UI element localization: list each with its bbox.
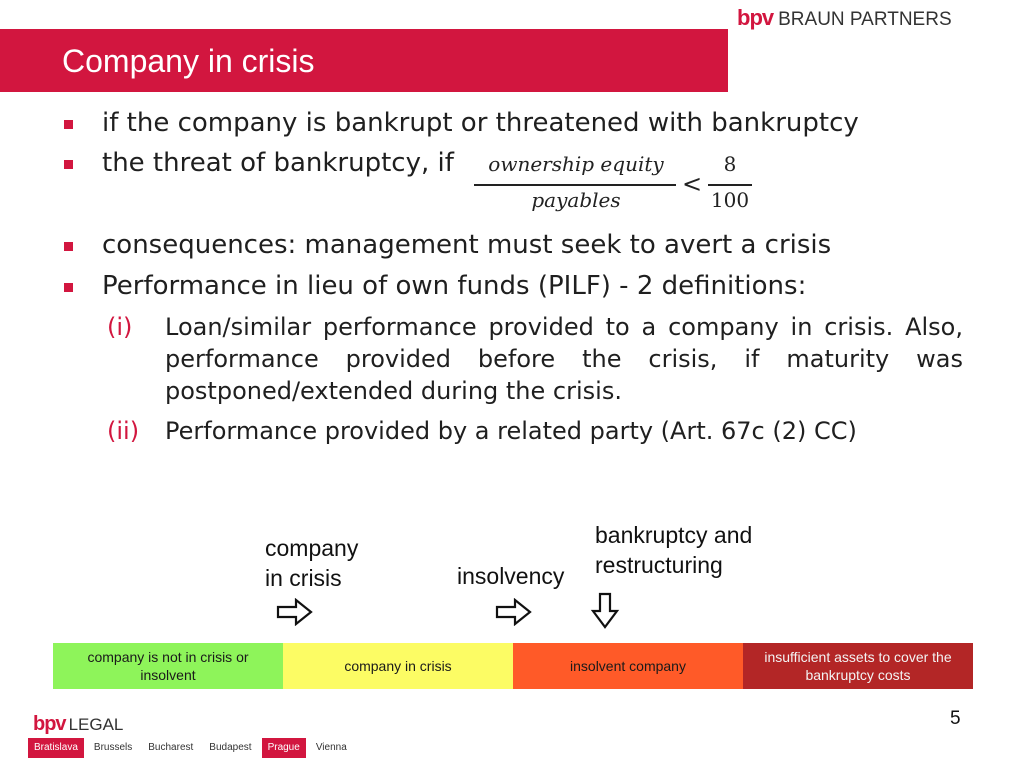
city-link-budapest[interactable]: Budapest	[209, 742, 252, 753]
city-link-brussels[interactable]: Brussels	[93, 742, 133, 753]
label-line: bankruptcy and	[595, 522, 753, 548]
arrow-right-icon	[276, 598, 314, 626]
arrow-down-icon	[590, 592, 620, 630]
formula-operator: <	[682, 170, 703, 198]
definition-text: Performance provided by a related party (Art. 67c (2) CC)	[165, 417, 857, 445]
definition-text: Loan/similar performance provided to a company in crisis. Also, performance provided before the crisis, if maturity was postponed/extended during the crisis.	[165, 313, 963, 405]
arrow-right-icon	[495, 598, 533, 626]
page-number: 5	[950, 708, 961, 729]
page-title: Company in crisis	[62, 43, 315, 79]
formula-numerator: ownership equity	[488, 152, 664, 176]
formula-rhs-numerator: 8	[723, 152, 737, 176]
timeline-segment	[53, 643, 283, 689]
bullet-text: the threat of bankruptcy, if	[102, 148, 454, 178]
definition-label: (ii)	[107, 417, 140, 445]
bullet-marker-icon	[64, 120, 73, 129]
bullet-marker-icon	[64, 283, 73, 292]
footer-logo-mark: bpv	[33, 713, 66, 735]
city-link-prague[interactable]: Prague	[262, 738, 306, 758]
city-link-vienna[interactable]: Vienna	[315, 742, 347, 753]
segment-line: company is not in crisis or	[87, 649, 249, 665]
label-bankruptcy	[595, 520, 752, 580]
timeline-segment	[513, 643, 743, 689]
title-bar	[0, 29, 728, 92]
label-line: in crisis	[265, 565, 342, 591]
segment-line: insolvent company	[570, 658, 686, 674]
city-list	[28, 738, 357, 758]
bullet-text: consequences: management must seek to avert a crisis	[102, 230, 832, 260]
label-company-in-crisis	[265, 533, 358, 593]
label-line: company	[265, 535, 359, 561]
fraction-line	[474, 184, 676, 186]
label-insolvency: insolvency	[457, 563, 565, 589]
definition-label: (i)	[107, 313, 133, 341]
segment-line: insolvent	[140, 667, 196, 683]
label-line: restructuring	[595, 552, 723, 578]
formula-rhs-denominator: 100	[710, 188, 750, 212]
timeline-segment	[283, 643, 513, 689]
bullet-text: Performance in lieu of own funds (PILF) - 2 definitions:	[102, 271, 807, 301]
bullet-text: if the company is bankrupt or threatened with bankruptcy	[102, 108, 859, 138]
brand-logo	[737, 5, 952, 31]
city-link-bratislava[interactable]: Bratislava	[28, 738, 84, 758]
bullet-marker-icon	[64, 160, 73, 169]
fraction-line	[708, 184, 752, 186]
segment-line: company in crisis	[344, 658, 452, 674]
bullet-marker-icon	[64, 242, 73, 251]
formula-denominator: payables	[531, 188, 621, 212]
segment-line: bankruptcy costs	[805, 667, 911, 683]
segment-line: insufficient assets to cover the	[764, 649, 952, 665]
brand-logo-mark: bpv	[737, 5, 774, 30]
footer-logo	[33, 713, 123, 736]
city-link-bucharest[interactable]: Bucharest	[148, 742, 194, 753]
footer-logo-text: LEGAL	[68, 715, 124, 734]
brand-name: BRAUN PARTNERS	[778, 9, 952, 30]
timeline-segment	[743, 643, 973, 689]
